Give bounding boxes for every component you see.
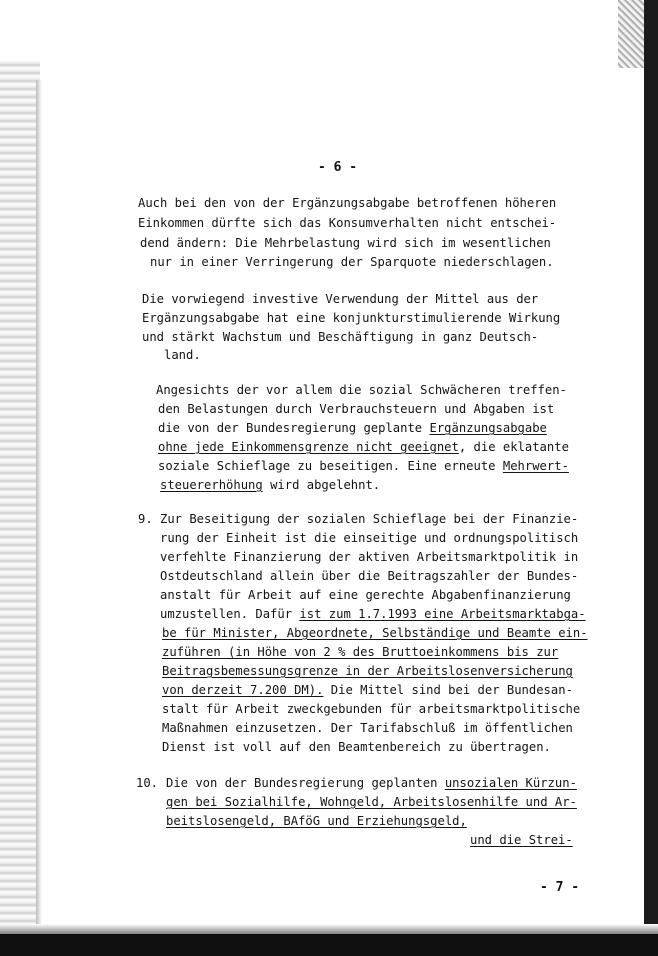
scan-right-border — [644, 0, 658, 956]
text-line — [470, 833, 573, 847]
scan-top-margin — [0, 0, 658, 62]
text-line — [158, 421, 547, 435]
text-line — [160, 478, 380, 492]
underlined-text: beitslosengeld, BAföG und Erziehungsgeld, — [166, 814, 467, 828]
list-number: 10. — [136, 776, 159, 790]
text-segment: umzustellen. Dafür — [160, 607, 300, 621]
text-segment: Die Mittel sind bei der Bundesan- — [323, 683, 573, 697]
text-line — [162, 683, 573, 697]
text-line: land. — [164, 348, 201, 362]
text-line: Auch bei den von der Ergänzungsabgabe betroffenen höheren — [138, 196, 557, 210]
text-line: stalt für Arbeit zweckgebunden für arbeitsmarktpolitische — [162, 702, 581, 716]
text-line: Dienst ist voll auf den Beamtenbereich zu übertragen. — [162, 740, 551, 754]
underlined-text: unsozialen Kürzun- — [444, 776, 577, 790]
text-line: Einkommen dürfte sich das Konsumverhalten nicht entschei- — [138, 216, 557, 230]
scan-left-shadow — [36, 80, 42, 940]
text-line: Zur Beseitigung der sozialen Schieflage bei der Finanzie- — [160, 512, 579, 526]
text-line: nur in einer Verringerung der Sparquote niederschlagen. — [150, 255, 554, 269]
text-segment: die von der Bundesregierung geplante — [158, 421, 430, 435]
underlined-text: Mehrwert- — [502, 459, 569, 473]
text-line: anstalt für Arbeit auf eine gerechte Abgabenfinanzierung — [160, 588, 571, 602]
underlined-text: und die Strei- — [470, 833, 573, 847]
text-line — [166, 814, 467, 828]
underlined-text: zuführen (in Höhe von 2 % des Bruttoeinkommens bis zur — [162, 645, 559, 659]
underlined-text: Ergänzungsabgabe — [429, 421, 547, 435]
text-line: Ostdeutschland allein über die Beitragszahler der Bundes- — [160, 569, 579, 583]
text-segment: wird abgelehnt. — [262, 478, 381, 492]
text-line: Ergänzungsabgabe hat eine konjunkturstimulierende Wirkung — [142, 311, 561, 325]
text-line — [166, 795, 577, 809]
underlined-text: gen bei Sozialhilfe, Wohngeld, Arbeitslosenhilfe und Ar- — [166, 795, 577, 809]
text-line: Die vorwiegend investive Verwendung der Mittel aus der — [142, 292, 539, 306]
underlined-text: Beitragsbemessungsgrenze in der Arbeitslosenversicherung — [162, 664, 573, 678]
text-segment: Die von der Bundesregierung geplanten — [166, 776, 445, 790]
text-line: Maßnahmen einzusetzen. Der Tarifabschluß im öffentlichen — [162, 721, 573, 735]
text-line: Angesichts der vor allem die sozial Schwächeren treffen- — [156, 383, 567, 397]
text-line — [166, 776, 577, 790]
page-number-top: - 6 - — [318, 160, 358, 175]
text-line: und stärkt Wachstum und Beschäftigung in ganz Deutsch- — [142, 330, 539, 344]
text-line: den Belastungen durch Verbrauchsteuern und Abgaben ist — [158, 402, 555, 416]
page-number-bottom: - 7 - — [540, 880, 580, 895]
text-line: dend ändern: Die Mehrbelastung wird sich im wesentlichen — [140, 236, 551, 250]
text-line — [160, 607, 586, 621]
underlined-text: steuererhöhung — [160, 478, 263, 492]
text-segment: soziale Schieflage zu beseitigen. Eine erneute — [158, 459, 503, 473]
underlined-text: ist zum 1.7.1993 eine Arbeitsmarktabga- — [299, 607, 586, 621]
text-line — [158, 440, 569, 454]
text-line — [158, 459, 569, 473]
scan-bottom-border — [0, 934, 658, 956]
underlined-text: von derzeit 7.200 DM). — [162, 683, 324, 697]
text-line — [162, 645, 558, 659]
scan-left-edge — [0, 60, 40, 940]
list-number: 9. — [138, 512, 153, 526]
text-line: verfehlte Finanzierung der aktiven Arbeitsmarktpolitik in — [160, 550, 579, 564]
text-segment: , die eklatante — [458, 440, 569, 454]
text-line — [162, 664, 573, 678]
underlined-text: ohne jede Einkommensgrenze nicht geeignet — [158, 440, 459, 454]
text-line — [162, 626, 588, 640]
text-line: rung der Einheit ist die einseitige und ordnungspolitisch — [160, 531, 579, 545]
scan-corner-noise — [618, 0, 644, 68]
underlined-text: be für Minister, Abgeordnete, Selbständige und Beamte ein- — [162, 626, 588, 640]
